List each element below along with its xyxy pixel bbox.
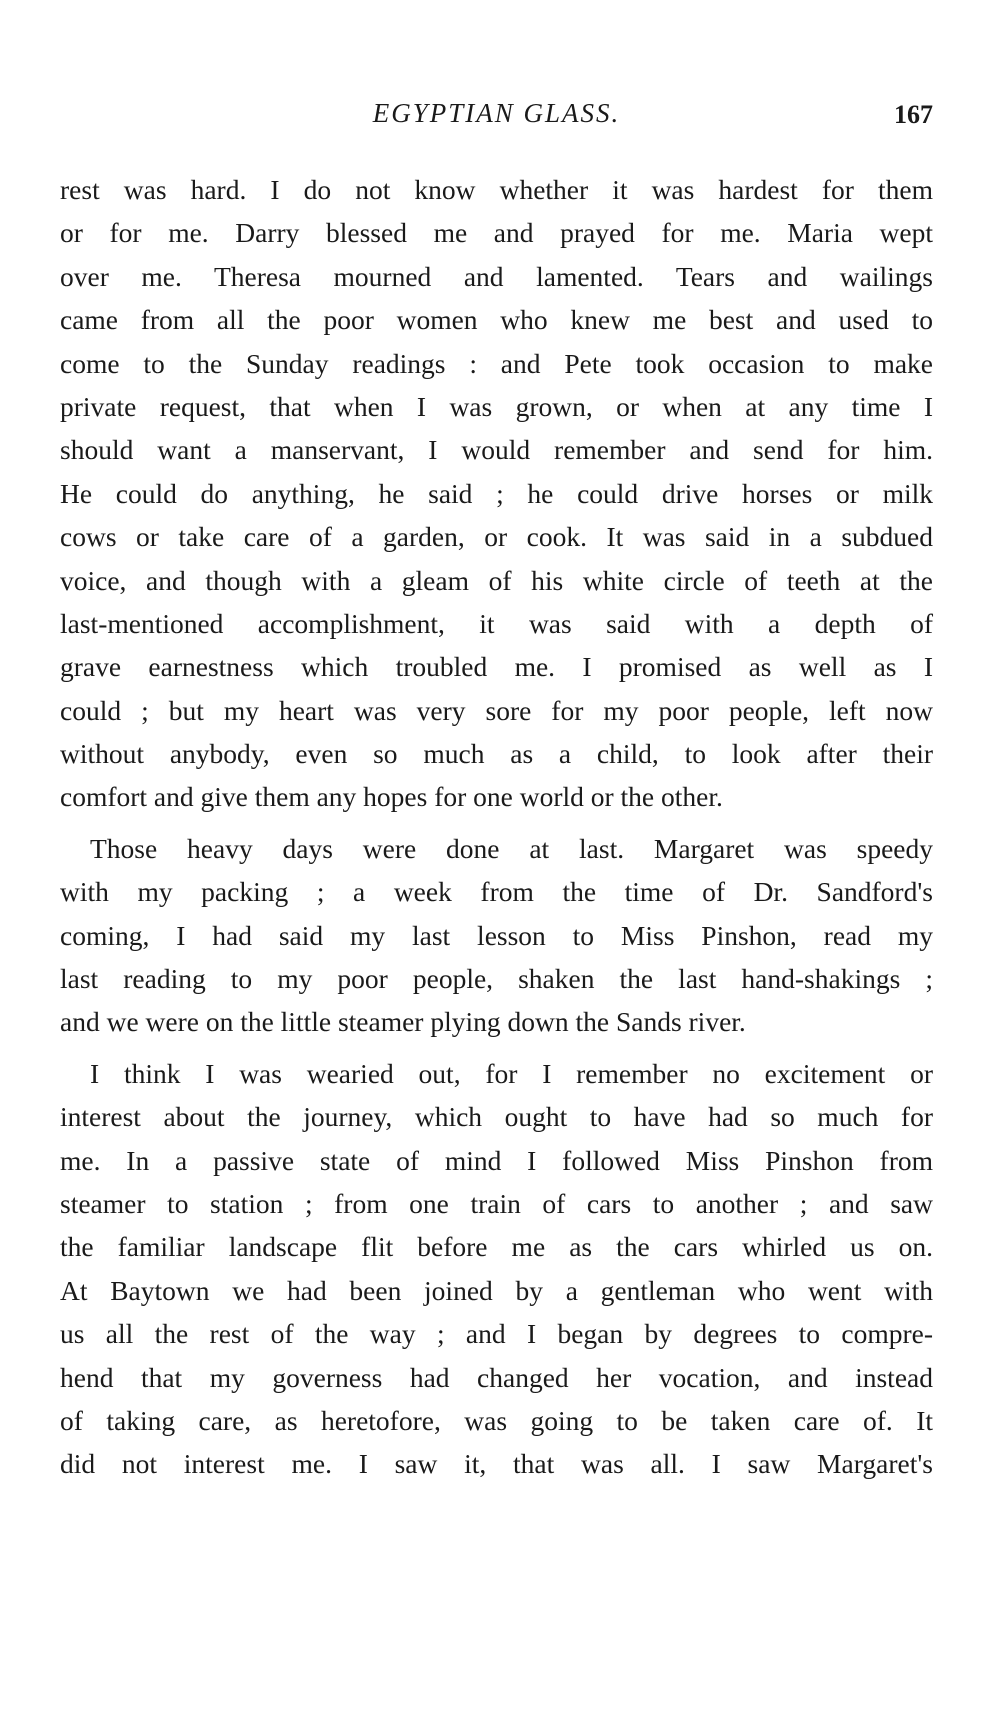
text-line: He could do anything, he said ; he could drive horses or milk: [60, 477, 933, 509]
text-line: last-mentioned accomplishment, it was said with a depth of: [60, 607, 933, 639]
text-line: came from all the poor women who knew me best and used to: [60, 304, 933, 336]
text-line: voice, and though with a gleam of his white circle of teeth at the: [60, 564, 933, 596]
text-line: rest was hard. I do not know whether it was hardest for them: [60, 174, 933, 205]
text-line: grave earnestness which troubled me. I promised as well as I: [60, 651, 933, 683]
text-line: should want a manservant, I would remember and send for him.: [60, 434, 933, 466]
body-text: [60, 168, 933, 1486]
text-line: last reading to my poor people, shaken the last hand-shakings ;: [60, 963, 933, 995]
text-line: At Baytown we had been joined by a gentleman who went with: [60, 1274, 933, 1306]
text-line: come to the Sunday readings : and Pete took occasion to make: [60, 347, 933, 379]
text-line: us all the rest of the way ; and I began by degrees to compre-: [60, 1318, 933, 1350]
page-number: 167: [894, 100, 933, 129]
text-line: and we were on the little steamer plying down the Sands river.: [60, 1006, 746, 1038]
paragraph-2: [60, 827, 933, 1044]
text-line: I think I was wearied out, for I remember no excitement or: [90, 1057, 933, 1089]
text-line: Those heavy days were done at last. Margaret was speedy: [90, 832, 933, 864]
text-line: cows or take care of a garden, or cook. It was said in a subdued: [60, 521, 933, 553]
text-line: could ; but my heart was very sore for my poor people, left now: [60, 694, 933, 726]
paragraph-1: [60, 168, 933, 819]
text-line: interest about the journey, which ought to have had so much for: [60, 1101, 933, 1133]
text-line: without anybody, even so much as a child, to look after their: [60, 738, 933, 770]
text-line: over me. Theresa mourned and lamented. Tears and wailings: [60, 260, 933, 292]
text-line: me. In a passive state of mind I followed Miss Pinshon from: [60, 1144, 933, 1176]
text-line: did not interest me. I saw it, that was all. I saw Margaret's: [60, 1448, 933, 1480]
text-line: coming, I had said my last lesson to Miss Pinshon, read my: [60, 919, 933, 951]
paragraph-3: [60, 1052, 933, 1486]
text-line: the familiar landscape flit before me as the cars whirled us on.: [60, 1231, 933, 1263]
text-line: private request, that when I was grown, or when at any time I: [60, 390, 933, 422]
text-line: of taking care, as heretofore, was going to be taken care of. It: [60, 1404, 933, 1436]
running-title: EGYPTIAN GLASS.: [372, 98, 621, 128]
text-line: with my packing ; a week from the time of Dr. Sandford's: [60, 876, 933, 908]
running-head: [60, 98, 933, 138]
text-line: hend that my governess had changed her vocation, and instead: [60, 1361, 933, 1393]
text-line: steamer to station ; from one train of cars to another ; and saw: [60, 1187, 933, 1219]
text-line: comfort and give them any hopes for one world or the other.: [60, 781, 723, 813]
text-line: or for me. Darry blessed me and prayed for me. Maria wept: [60, 217, 933, 249]
